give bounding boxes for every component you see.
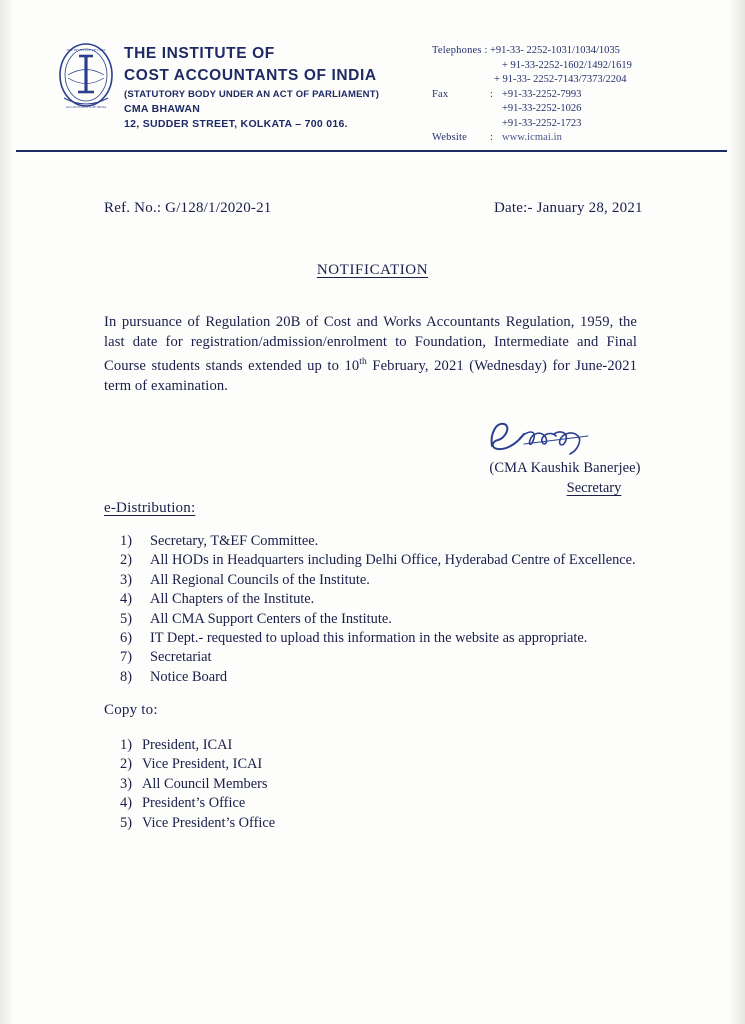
building-name: CMA BHAWAN	[124, 103, 201, 115]
list-item-label: All Regional Councils of the Institute.	[150, 571, 370, 588]
list-item-number: 2)	[120, 756, 132, 773]
list-item	[120, 755, 520, 774]
contact-row	[432, 117, 702, 132]
list-item-number: 1)	[120, 533, 132, 549]
contact-row	[432, 44, 702, 59]
list-item-label: Vice President, ICAI	[142, 756, 263, 773]
org-name-line-2: COST ACCOUNTANTS OF INDIA	[124, 67, 377, 84]
page-title: NOTIFICATION	[316, 262, 429, 278]
copy-to-heading: Copy to:	[104, 702, 158, 718]
list-item-number: 6)	[120, 630, 132, 647]
list-item	[120, 775, 520, 794]
list-item-label: President, ICAI	[142, 737, 233, 753]
list-item-label: All CMA Support Centers of the Institute.	[150, 610, 392, 627]
body-superscript: th	[359, 357, 367, 367]
contact-value: +91-33-2252-7993	[502, 88, 582, 100]
list-item	[120, 648, 640, 667]
signature-block	[440, 418, 690, 497]
contact-value: + 91-33- 2252-7143/7373/2204	[494, 74, 627, 85]
signatory-designation: Secretary	[566, 480, 622, 496]
contact-value: +91-33-2252-1026	[502, 103, 582, 114]
contact-row-website	[432, 131, 702, 146]
list-item	[120, 668, 640, 687]
list-item-label: All Chapters of the Institute.	[150, 591, 315, 608]
contact-label: Fax	[432, 88, 449, 100]
list-item-label: Notice Board	[150, 668, 228, 685]
list-item	[120, 571, 640, 590]
list-item-number: 2)	[120, 552, 132, 569]
distribution-list	[120, 532, 640, 687]
statutory-body-line: (STATUTORY BODY UNDER AN ACT OF PARLIAMENT)	[124, 89, 380, 100]
contact-colon: :	[490, 88, 493, 100]
svg-text:ACCOUNTANTS OF INDIA: ACCOUNTANTS OF INDIA	[65, 105, 107, 109]
list-item	[120, 629, 640, 648]
list-item-number: 7)	[120, 649, 132, 666]
contact-colon: :	[490, 132, 493, 143]
list-item	[120, 610, 640, 629]
list-item-number: 4)	[120, 795, 132, 812]
body-text-part-2: February, 2021 (Wednesday) for June-2021 term of examination.	[104, 357, 637, 394]
signatory-name: (CMA Kaushik Banerjee)	[489, 460, 641, 476]
list-item	[120, 814, 520, 833]
list-item-number: 3)	[120, 775, 132, 792]
reference-number: Ref. No.: G/128/1/2020-21	[104, 200, 272, 216]
distribution-heading: e-Distribution:	[104, 500, 196, 516]
institute-emblem-icon	[56, 42, 116, 112]
list-item-label: Secretary, T&EF Committee.	[150, 533, 319, 549]
list-item-number: 5)	[120, 814, 132, 831]
svg-text:THE INSTITUTE OF COST: THE INSTITUTE OF COST	[66, 48, 106, 52]
list-item-label: Secretariat	[150, 649, 212, 666]
copy-to-list	[120, 736, 520, 833]
contact-row	[432, 102, 702, 117]
letterhead	[0, 38, 745, 146]
contact-label: Telephones :	[432, 45, 488, 56]
header-divider	[16, 150, 727, 152]
contact-row	[432, 73, 702, 88]
list-item-number: 1)	[120, 737, 132, 753]
handwritten-signature-icon	[440, 418, 690, 458]
notification-body	[104, 312, 637, 396]
list-item	[120, 794, 520, 813]
list-item-label: All Council Members	[142, 775, 268, 792]
list-item-number: 8)	[120, 668, 132, 685]
website-url[interactable]: www.icmai.in	[502, 132, 563, 143]
list-item-label: Vice President’s Office	[142, 814, 276, 831]
list-item-label: President’s Office	[142, 795, 246, 812]
body-text-part-1: In pursuance of Regulation 20B of Cost and Works Accountants Regulation, 1959, the last date for registration/admission/enrolment to Foundation, Intermediate and Final Course students stands extended up to 10	[104, 314, 637, 374]
list-item-number: 4)	[120, 591, 132, 608]
list-item	[120, 532, 640, 551]
list-item	[120, 590, 640, 609]
organization-name-block	[124, 44, 379, 130]
website-label: Website	[432, 132, 467, 143]
contact-row	[432, 88, 702, 103]
contact-details-block	[432, 44, 702, 146]
contact-value: + 91-33-2252-1602/1492/1619	[502, 59, 632, 71]
list-item	[120, 736, 520, 755]
contact-value: +91-33-2252-1723	[502, 117, 582, 129]
list-item-number: 5)	[120, 610, 132, 627]
list-item-number: 3)	[120, 571, 132, 588]
list-item-label: All HODs in Headquarters including Delhi Office, Hyderabad Centre of Excellence.	[150, 552, 636, 569]
contact-value: +91-33- 2252-1031/1034/1035	[490, 45, 620, 56]
document-date: Date:- January 28, 2021	[494, 200, 643, 216]
postal-address: 12, SUDDER STREET, KOLKATA – 700 016.	[124, 118, 348, 130]
list-item	[120, 551, 640, 570]
list-item-label: IT Dept.- requested to upload this information in the website as appropriate.	[150, 630, 588, 647]
contact-row	[432, 59, 702, 74]
org-name-line-1: THE INSTITUTE OF	[124, 45, 275, 62]
